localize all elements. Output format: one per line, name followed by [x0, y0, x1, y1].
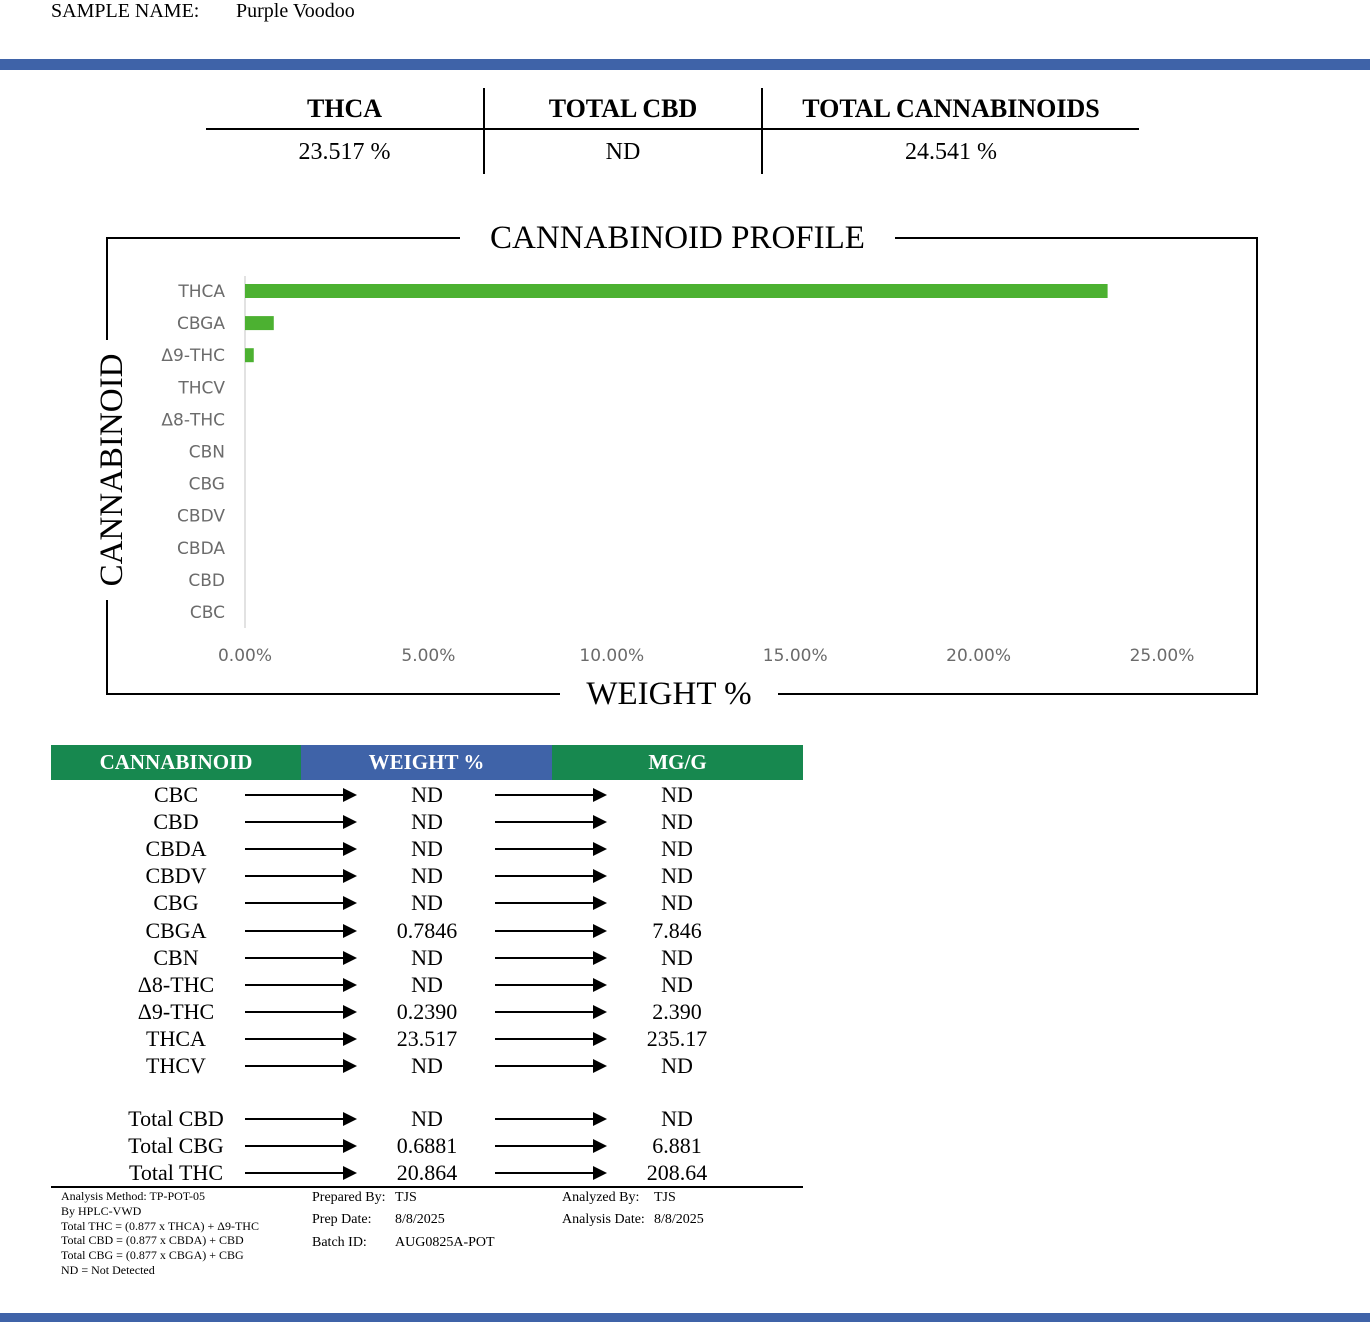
chart-category-label: Δ8-THC	[161, 410, 225, 431]
chart-bar	[245, 316, 274, 330]
arrow-icon	[245, 957, 345, 959]
arrow-icon	[245, 875, 345, 877]
cannabinoid-name: CBGA	[145, 917, 207, 943]
analyzed-by-label: Analyzed By:	[562, 1190, 640, 1205]
weight-percent: 0.6881	[396, 1133, 458, 1158]
analyzed-by-value: TJS	[654, 1190, 676, 1205]
arrow-icon	[245, 984, 345, 986]
table-row	[51, 808, 803, 835]
chart-category-label: THCA	[178, 282, 225, 302]
arrow-icon	[245, 1065, 345, 1067]
chart-title: CANNABINOID PROFILE	[460, 220, 895, 257]
mg-per-g: 6.881	[652, 1133, 702, 1158]
weight-percent: 0.7846	[396, 917, 458, 943]
cannabinoid-name: CBN	[153, 944, 199, 970]
arrow-icon	[245, 1145, 345, 1147]
arrow-icon	[245, 794, 345, 796]
summary-value-thca: 23.517 %	[298, 139, 391, 165]
chart-x-tick-label: 20.00%	[946, 646, 1012, 666]
cannabinoid-name: Δ8-THC	[137, 971, 215, 997]
table-header-mg-g: MG/G	[552, 745, 803, 780]
arrow-icon	[245, 1011, 345, 1013]
batch-id-value: AUG0825A-POT	[395, 1235, 495, 1250]
weight-percent: ND	[411, 944, 443, 970]
mg-per-g: ND	[661, 836, 693, 862]
arrow-icon	[495, 875, 595, 877]
analysis-notes	[61, 1189, 301, 1278]
mg-per-g: 2.390	[652, 998, 702, 1024]
note-line: Total CBG = (0.877 x CBGA) + CBG	[61, 1248, 244, 1263]
cannabinoid-name: Total CBD	[128, 1106, 224, 1131]
arrow-icon	[495, 1118, 595, 1120]
arrow-icon	[495, 902, 595, 904]
weight-percent: ND	[411, 1053, 443, 1078]
arrow-icon	[495, 821, 595, 823]
cannabinoid-name: Δ9-THC	[137, 998, 215, 1024]
weight-percent: ND	[411, 971, 443, 997]
cannabinoid-name: THCV	[146, 1053, 206, 1078]
note-line: By HPLC-VWD	[61, 1203, 142, 1218]
table-row	[51, 917, 803, 944]
chart-category-label: CBG	[188, 474, 225, 495]
chart-category-label: CBDA	[177, 538, 225, 559]
cannabinoid-name: Total THC	[129, 1160, 223, 1185]
note-line: ND = Not Detected	[61, 1262, 155, 1277]
table-row	[51, 1025, 803, 1052]
mg-per-g: ND	[661, 863, 693, 889]
sample-name-value: Purple Voodoo	[236, 0, 355, 22]
table-row	[51, 1105, 803, 1132]
weight-percent: ND	[411, 863, 443, 889]
arrow-icon	[495, 984, 595, 986]
mg-per-g: ND	[661, 1053, 693, 1078]
table-header-weight: WEIGHT %	[301, 745, 552, 780]
arrow-icon	[245, 930, 345, 932]
arrow-icon	[245, 1118, 345, 1120]
weight-percent: 20.864	[396, 1160, 458, 1185]
arrow-icon	[245, 1038, 345, 1040]
mg-per-g: ND	[661, 809, 693, 835]
table-row	[51, 835, 803, 862]
prepared-by-label: Prepared By:	[312, 1190, 386, 1205]
arrow-icon	[245, 848, 345, 850]
chart-category-label: CBGA	[176, 314, 225, 335]
chart-category-label: CBC	[189, 603, 225, 623]
chart-x-tick-label: 10.00%	[579, 646, 645, 666]
arrow-icon	[495, 1172, 595, 1174]
chart-x-tick-label: 15.00%	[762, 646, 828, 666]
note-line: Total THC = (0.877 x THCA) + Δ9-THC	[61, 1218, 259, 1233]
summary-value-total-cbd: ND	[605, 139, 641, 165]
analysis-date-value: 8/8/2025	[654, 1212, 704, 1227]
table-row	[51, 781, 803, 808]
cannabinoid-name: Total CBG	[128, 1133, 224, 1158]
arrow-icon	[495, 848, 595, 850]
table-bottom-rule	[51, 1186, 803, 1188]
mg-per-g: ND	[661, 944, 693, 970]
weight-percent: ND	[411, 809, 443, 835]
mg-per-g: ND	[661, 1106, 693, 1131]
table-header-cannabinoid: CANNABINOID	[51, 745, 301, 780]
note-line: Analysis Method: TP-POT-05	[61, 1189, 206, 1203]
cannabinoid-name: CBDA	[145, 836, 207, 862]
arrow-icon	[495, 1065, 595, 1067]
table-row	[51, 1132, 803, 1159]
arrow-icon	[245, 1172, 345, 1174]
arrow-icon	[495, 794, 595, 796]
table-row	[51, 889, 803, 916]
chart-bar	[245, 348, 254, 362]
prepared-by-value: TJS	[395, 1190, 417, 1205]
cannabinoid-name: CBDV	[145, 863, 207, 889]
chart-category-label: CBDV	[177, 506, 225, 527]
bottom-blue-rule	[0, 1313, 1370, 1322]
batch-id-label: Batch ID:	[312, 1235, 367, 1250]
table-row	[51, 971, 803, 998]
chart-x-tick-label: 0.00%	[217, 646, 273, 666]
arrow-icon	[495, 1038, 595, 1040]
sample-name-label: SAMPLE NAME:	[51, 0, 200, 22]
weight-percent: ND	[411, 890, 443, 916]
mg-per-g: ND	[661, 782, 693, 807]
chart-x-tick-label: 25.00%	[1129, 646, 1195, 666]
chart-category-label: Δ9-THC	[161, 346, 225, 367]
cannabinoid-name: CBC	[153, 782, 199, 807]
arrow-icon	[495, 1145, 595, 1147]
mg-per-g: 235.17	[646, 1025, 708, 1051]
table-row	[51, 1052, 803, 1079]
table-row	[51, 944, 803, 971]
chart-bar	[245, 284, 1108, 298]
cannabinoid-name: CBG	[153, 890, 199, 916]
mg-per-g: 7.846	[652, 917, 702, 943]
arrow-icon	[495, 957, 595, 959]
prep-date-label: Prep Date:	[312, 1212, 372, 1227]
chart-x-tick-label: 5.00%	[401, 646, 456, 666]
mg-per-g: 208.64	[646, 1160, 708, 1185]
mg-per-g: ND	[661, 890, 693, 916]
arrow-icon	[495, 930, 595, 932]
note-line: Total CBD = (0.877 x CBDA) + CBD	[61, 1233, 244, 1248]
chart-x-axis-label: WEIGHT %	[560, 676, 778, 713]
summary-header-total-cannabinoids: TOTAL CANNABINOIDS	[802, 94, 1100, 123]
summary-value-total-cannabinoids: 24.541 %	[905, 139, 997, 165]
chart-category-label: CBD	[188, 570, 225, 591]
summary-header-total-cbd: TOTAL CBD	[548, 94, 698, 123]
arrow-icon	[245, 902, 345, 904]
mg-per-g: ND	[661, 971, 693, 997]
analysis-date-label: Analysis Date:	[562, 1212, 645, 1227]
table-row	[51, 1159, 803, 1186]
arrow-icon	[245, 821, 345, 823]
arrow-icon	[495, 1011, 595, 1013]
cannabinoid-name: THCA	[146, 1025, 206, 1051]
weight-percent: ND	[411, 836, 443, 862]
summary-header-thca: THCA	[306, 94, 383, 123]
chart-y-axis-label: CANNABINOID	[94, 353, 130, 587]
weight-percent: 23.517	[396, 1025, 458, 1051]
weight-percent: ND	[411, 1106, 443, 1131]
table-row	[51, 862, 803, 889]
chart-category-label: CBN	[188, 442, 225, 463]
prep-date-value: 8/8/2025	[395, 1212, 445, 1227]
cannabinoid-name: CBD	[153, 809, 199, 835]
table-row	[51, 998, 803, 1025]
weight-percent: 0.2390	[396, 998, 458, 1024]
weight-percent: ND	[411, 782, 443, 807]
chart-category-label: THCV	[178, 378, 225, 399]
